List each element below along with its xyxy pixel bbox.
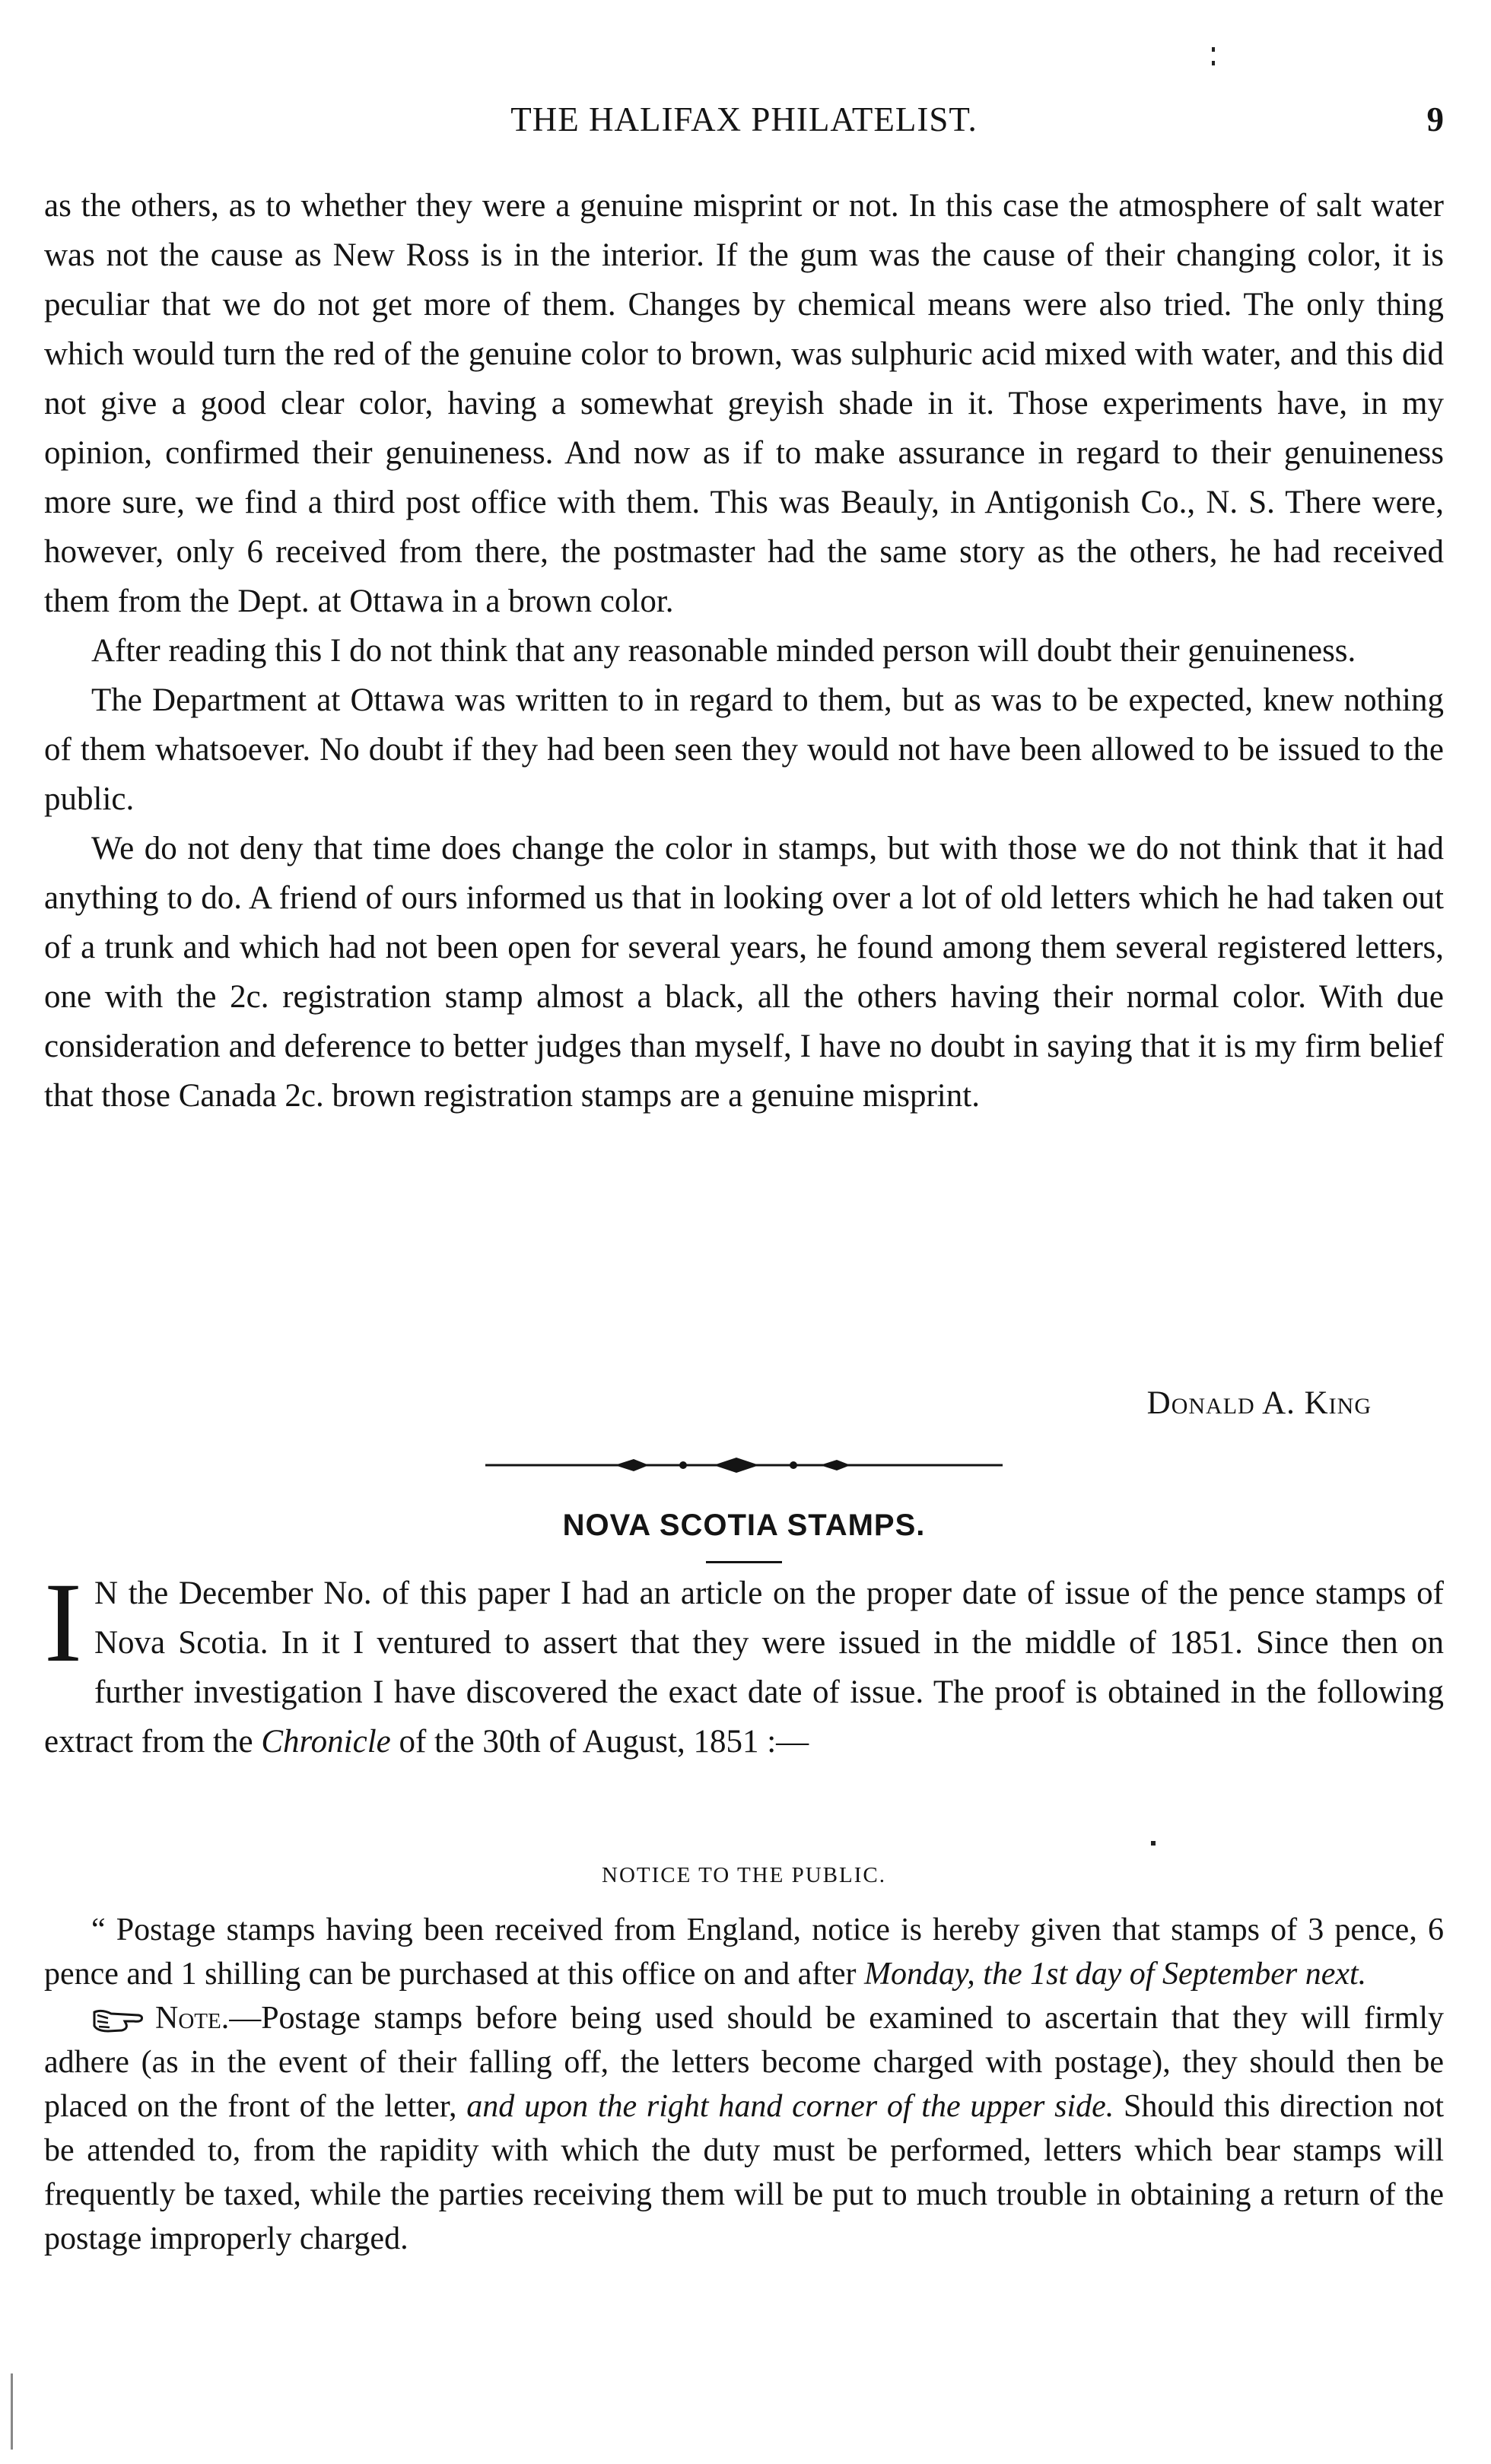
note-text-2: Should this direction not be attended to, from the rapidity with which the duty must be performed, letters which bear stamps will frequently be taxed, while the parties receiving them will be put to much trouble in obtaining a return of the postage improperly charged.: [44, 2089, 1444, 2256]
nova-scotia-intro: [44, 1559, 1444, 1766]
notice-heading: NOTICE TO THE PUBLIC.: [602, 1863, 886, 1887]
pointing-hand-icon: [91, 2006, 145, 2035]
intro-text: N the December No. of this paper I had an article on the proper date of issue of the pence stamps of Nova Scotia. In it I ventured to assert that they were issued in the middle of 1851. Since then on further investigation I have discovered the exact date of issue. The proof is obtained in the following extract from the: [44, 1575, 1444, 1760]
scan-speck: [11, 2373, 13, 2450]
paragraph-4: We do not deny that time does change the color in stamps, but with those we do not think that it had anything to do. A friend of ours informed us that in looking over a lot of old letters which he had taken out of a trunk and which had not been open for several years, he found among them several registered letters, one with the 2c. registration stamp almost a black, all the others having their normal color. With due consideration and deference to better judges than myself, I have no doubt in saying that it is my firm belief that those Canada 2c. brown registration stamps are a genuine misprint.: [44, 831, 1444, 1114]
article-continuation: [44, 181, 1444, 1121]
ornament-divider-icon: [485, 1450, 1003, 1480]
drop-cap: I: [44, 1559, 82, 1686]
section-title: NOVA SCOTIA STAMPS.: [562, 1509, 926, 1542]
paragraph-2: After reading this I do not think that any reasonable minded person will doubt their genuineness.: [91, 633, 1356, 669]
intro-end: of the 30th of August, 1851 :—: [390, 1724, 809, 1760]
note-label: Note.: [155, 2001, 230, 2036]
scan-speck: [1151, 1841, 1156, 1846]
notice-block: [44, 1908, 1444, 2261]
note-paragraph: [44, 1996, 1444, 2261]
intro-paragraph: [44, 1559, 1444, 1766]
title-rule: [706, 1561, 782, 1563]
author-signature: Donald A. King: [1146, 1385, 1372, 1421]
chronicle-title: Chronicle: [261, 1724, 391, 1760]
running-head: [44, 93, 1444, 146]
note-text-1: —Postage stamps before being used should be examined to ascertain that they will firmly adhere (as in the event of their falling off, the letters become charged with postage), they should then be placed on the front of the letter,: [44, 2001, 1444, 2124]
notice-text: “ Postage stamps having been received from England, notice is hereby given that stamps of 3 pence, 6 pence and 1 shilling can be purchased at this office on and after: [44, 1912, 1444, 1992]
running-title: THE HALIFAX PHILATELIST.: [510, 100, 978, 138]
note-italic: and upon the right hand corner of the upper side.: [466, 2089, 1114, 2124]
scan-speck: [1212, 47, 1215, 52]
paragraph-1: as the others, as to whether they were a genuine misprint or not. In this case the atmosphere of salt water was not the cause as New Ross is in the interior. If the gum was the cause of their changing color, it is peculiar that we do not get more of them. Changes by chemical means were also tried. The only thing which would turn the red of the genuine color to brown, was sulphuric acid mixed with water, and this did not give a good clear color, having a somewhat greyish shade in it. Those experiments have, in my opinion, confirmed their genuineness. And now as if to make assurance in regard to their genuineness more sure, we find a third post office with them. This was Beauly, in Antigonish Co., N. S. There were, however, only 6 received from there, the postmaster had the same story as the others, he had received them from the Dept. at Ottawa in a brown color.: [44, 188, 1444, 619]
notice-paragraph: [44, 1908, 1444, 1996]
notice-date: Monday, the 1st day of September next.: [864, 1957, 1367, 1992]
page-number: 9: [1426, 100, 1444, 138]
paragraph-3: The Department at Ottawa was written to in regard to them, but as was to be expected, knew nothing of them whatsoever. No doubt if they had been seen they would not have been allowed to be issued to the public.: [44, 682, 1444, 817]
page: [44, 0, 1444, 2464]
scan-speck: [1212, 61, 1215, 65]
